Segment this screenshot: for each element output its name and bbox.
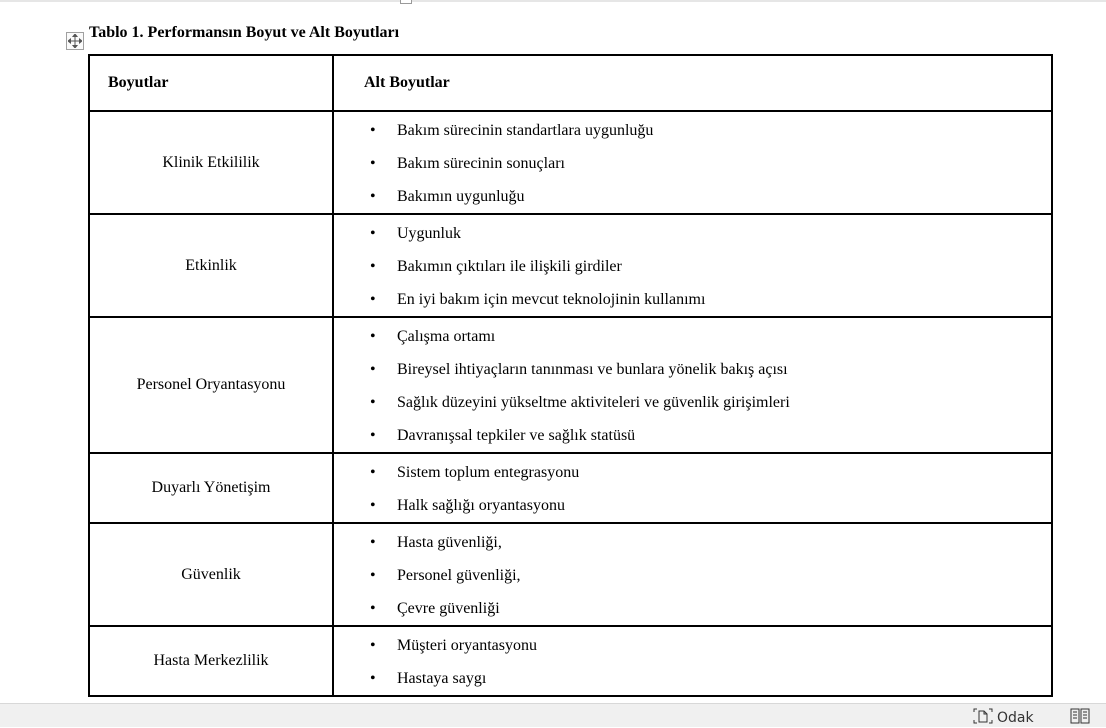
sub-dimensions-cell (333, 523, 1052, 626)
read-mode-button[interactable] (1070, 708, 1090, 728)
sub-dimensions-cell (333, 453, 1052, 523)
sub-dimension-list (334, 627, 1051, 695)
header-sub-dimensions: Alt Boyutlar (333, 55, 1052, 111)
table-header-row (89, 55, 1052, 111)
table-row (89, 626, 1052, 696)
sub-dimension-item: • Halk sağlığı oryantasyonu (334, 489, 1051, 522)
sub-dimensions-cell (333, 317, 1052, 453)
sub-dimension-list (334, 524, 1051, 625)
sub-dimension-item: • Bakımın çıktıları ile ilişkili girdiler (334, 250, 1051, 283)
focus-mode-label: Odak (997, 710, 1034, 726)
sub-dimensions-cell (333, 111, 1052, 214)
sub-dimensions-cell (333, 214, 1052, 317)
sub-dimension-item: • Hastaya saygı (334, 662, 1051, 695)
sub-dimension-item: • Çevre güvenliği (334, 592, 1051, 625)
read-mode-icon (1070, 709, 1090, 728)
sub-dimension-list (334, 112, 1051, 213)
table-row (89, 523, 1052, 626)
sub-dimension-item: • Davranışsal tepkiler ve sağlık statüsü (334, 419, 1051, 452)
dimension-cell: Personel Oryantasyonu (89, 317, 333, 453)
dimension-cell: Duyarlı Yönetişim (89, 453, 333, 523)
sub-dimension-item: • Sağlık düzeyini yükseltme aktiviteleri ve güvenlik girişimleri (334, 386, 1051, 419)
sub-dimension-item: • Bakımın uygunluğu (334, 180, 1051, 213)
sub-dimension-item: • Bakım sürecinin sonuçları (334, 147, 1051, 180)
sub-dimension-item: • Bakım sürecinin standartlara uygunluğu (334, 114, 1051, 147)
page-marker (400, 0, 412, 4)
sub-dimension-item: • En iyi bakım için mevcut teknolojinin kullanımı (334, 283, 1051, 316)
sub-dimension-item: • Müşteri oryantasyonu (334, 629, 1051, 662)
dimension-cell: Güvenlik (89, 523, 333, 626)
top-ruler-edge (0, 0, 1106, 2)
sub-dimensions-cell (333, 626, 1052, 696)
dimension-cell: Klinik Etkililik (89, 111, 333, 214)
focus-mode-button[interactable] (973, 708, 1034, 728)
sub-dimension-list (334, 215, 1051, 316)
sub-dimension-item: • Bireysel ihtiyaçların tanınması ve bunlara yönelik bakış açısı (334, 353, 1051, 386)
table-row (89, 111, 1052, 214)
sub-dimension-list (334, 454, 1051, 522)
dimension-cell: Etkinlik (89, 214, 333, 317)
table-row (89, 214, 1052, 317)
table-caption: Tablo 1. Performansın Boyut ve Alt Boyutları (89, 24, 400, 41)
focus-mode-icon (973, 708, 993, 728)
performance-dimensions-table (88, 54, 1053, 697)
sub-dimension-item: • Personel güvenliği, (334, 559, 1051, 592)
sub-dimension-item: • Hasta güvenliği, (334, 526, 1051, 559)
table-row (89, 317, 1052, 453)
sub-dimension-list (334, 318, 1051, 452)
dimension-cell: Hasta Merkezlilik (89, 626, 333, 696)
status-bar (0, 703, 1106, 727)
sub-dimension-item: • Çalışma ortamı (334, 320, 1051, 353)
table-move-handle-icon[interactable] (66, 32, 84, 50)
header-dimensions: Boyutlar (89, 55, 333, 111)
table-row (89, 453, 1052, 523)
sub-dimension-item: • Sistem toplum entegrasyonu (334, 456, 1051, 489)
sub-dimension-item: • Uygunluk (334, 217, 1051, 250)
